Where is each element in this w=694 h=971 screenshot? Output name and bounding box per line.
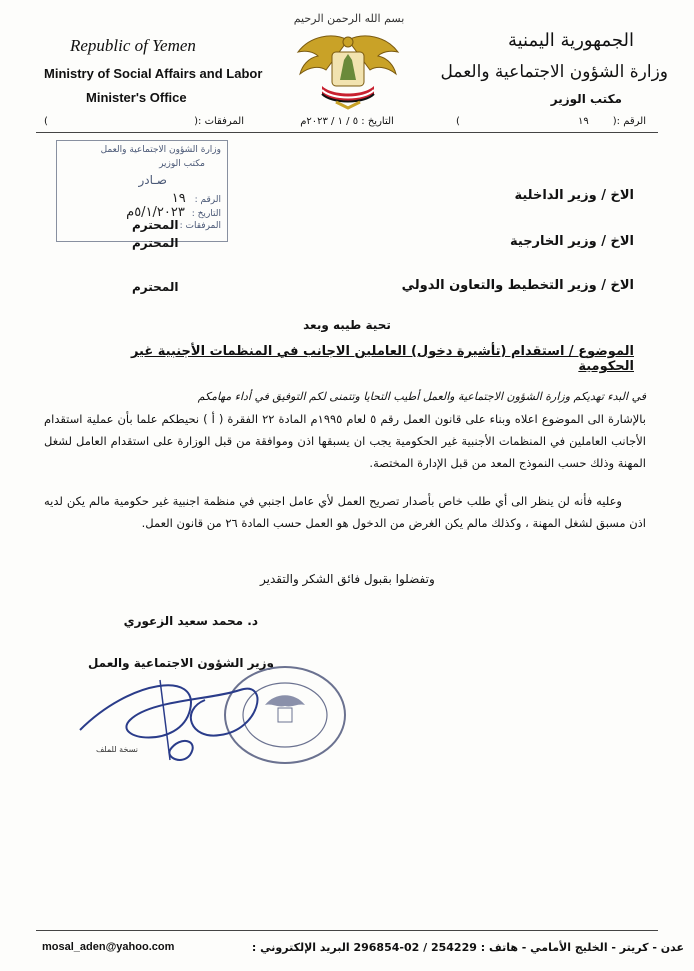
addressee-foreign-suffix: المحترم	[132, 236, 179, 250]
signature-icon	[70, 640, 310, 790]
addressee-planning: الاخ / وزير التخطيط والتعاون الدولي	[401, 278, 634, 293]
incoming-stamp: وزارة الشؤون الاجتماعية والعمل مكتب الوزير صـادر الرقم : ١٩ التاريخ : ٥/١/٢٠٢٣م المرفقات :	[56, 140, 228, 242]
addressee-interior: الاخ / وزير الداخلية	[514, 188, 634, 203]
body-paragraph-1: بالإشارة الى الموضوع اعلاه وبناء على قانون العمل رقم ٥ لعام ١٩٩٥م المادة ٢٢ الفقرة ( أ ) نحيطكم علما بأن عملية استقدام الأجانب العاملين في المنظمات الأجنبية غير الحكومية يجب ان يسبقها اذن وموافقة من قبل الوزارة على استقدام العامل لشغل المهنة وذلك حسب النموذج المعد من قبل الإدارة المختصة.	[44, 412, 646, 470]
yemen-emblem-icon	[292, 30, 404, 110]
signatory-title: وزير الشؤون الاجتماعية والعمل	[87, 656, 274, 670]
reference-field: الرقم :( ١٩ )	[456, 116, 646, 127]
addressee-foreign: الاخ / وزير الخارجية	[510, 234, 634, 249]
body-paragraph-2: وعليه فأنه لن ينظر الى أي طلب خاص بأصدار تصريح العمل لأي عامل اجنبي في منظمة اجنبية غير حكومية مالم يكن لديه اذن مسبق لشغل المهنة ، وكذلك مالم يكن الغرض من الدخول هو العمل حسب المادة ٢٦ من قانون العمل.	[44, 494, 646, 530]
footer-address: عدن - كريتر - الخليج الأمامي - هاتف : 254229 / 02-296854 البريد الإلكتروني :	[251, 941, 684, 954]
header-ar-country: الجمهورية اليمنية	[507, 30, 634, 51]
signatory-name: د. محمد سعيد الزعوري	[123, 614, 258, 628]
attachments-field: المرفقات :( )	[44, 116, 244, 127]
header-ar-office: مكتب الوزير	[550, 92, 622, 106]
header-en-country: Republic of Yemen	[70, 36, 196, 55]
copy-note: نسخة للملف	[96, 745, 138, 754]
date-field: التاريخ : ٥ / ١ / ٢٠٢٣م	[300, 116, 394, 127]
basmala: بسم الله الرحمن الرحيم	[293, 12, 405, 25]
addressee-interior-suffix: المحترم	[132, 218, 179, 232]
subject-line: الموضوع / استقدام (تأشيرة دخول) العاملين الاجانب في المنظمات الأجنبية غير الحكومية	[130, 344, 634, 374]
greeting: تحية طيبه وبعد	[303, 318, 391, 332]
footer-email: mosal_aden@yahoo.com	[42, 941, 175, 953]
header-divider	[36, 132, 658, 133]
header-en-ministry: Ministry of Social Affairs and Labor	[44, 66, 263, 81]
intro-line: في البدء تهديكم وزارة الشؤون الاجتماعية والعمل أطيب التحايا وتتمنى لكم التوفيق في أداء مهامكم	[197, 390, 646, 403]
footer-divider	[36, 930, 658, 931]
addressee-planning-suffix: المحترم	[132, 280, 179, 294]
header-ar-ministry: وزارة الشؤون الاجتماعية والعمل	[440, 62, 668, 82]
header-en-office: Minister's Office	[86, 90, 187, 105]
closing-line: وتفضلوا بقبول فائق الشكر والتقدير	[260, 572, 435, 586]
